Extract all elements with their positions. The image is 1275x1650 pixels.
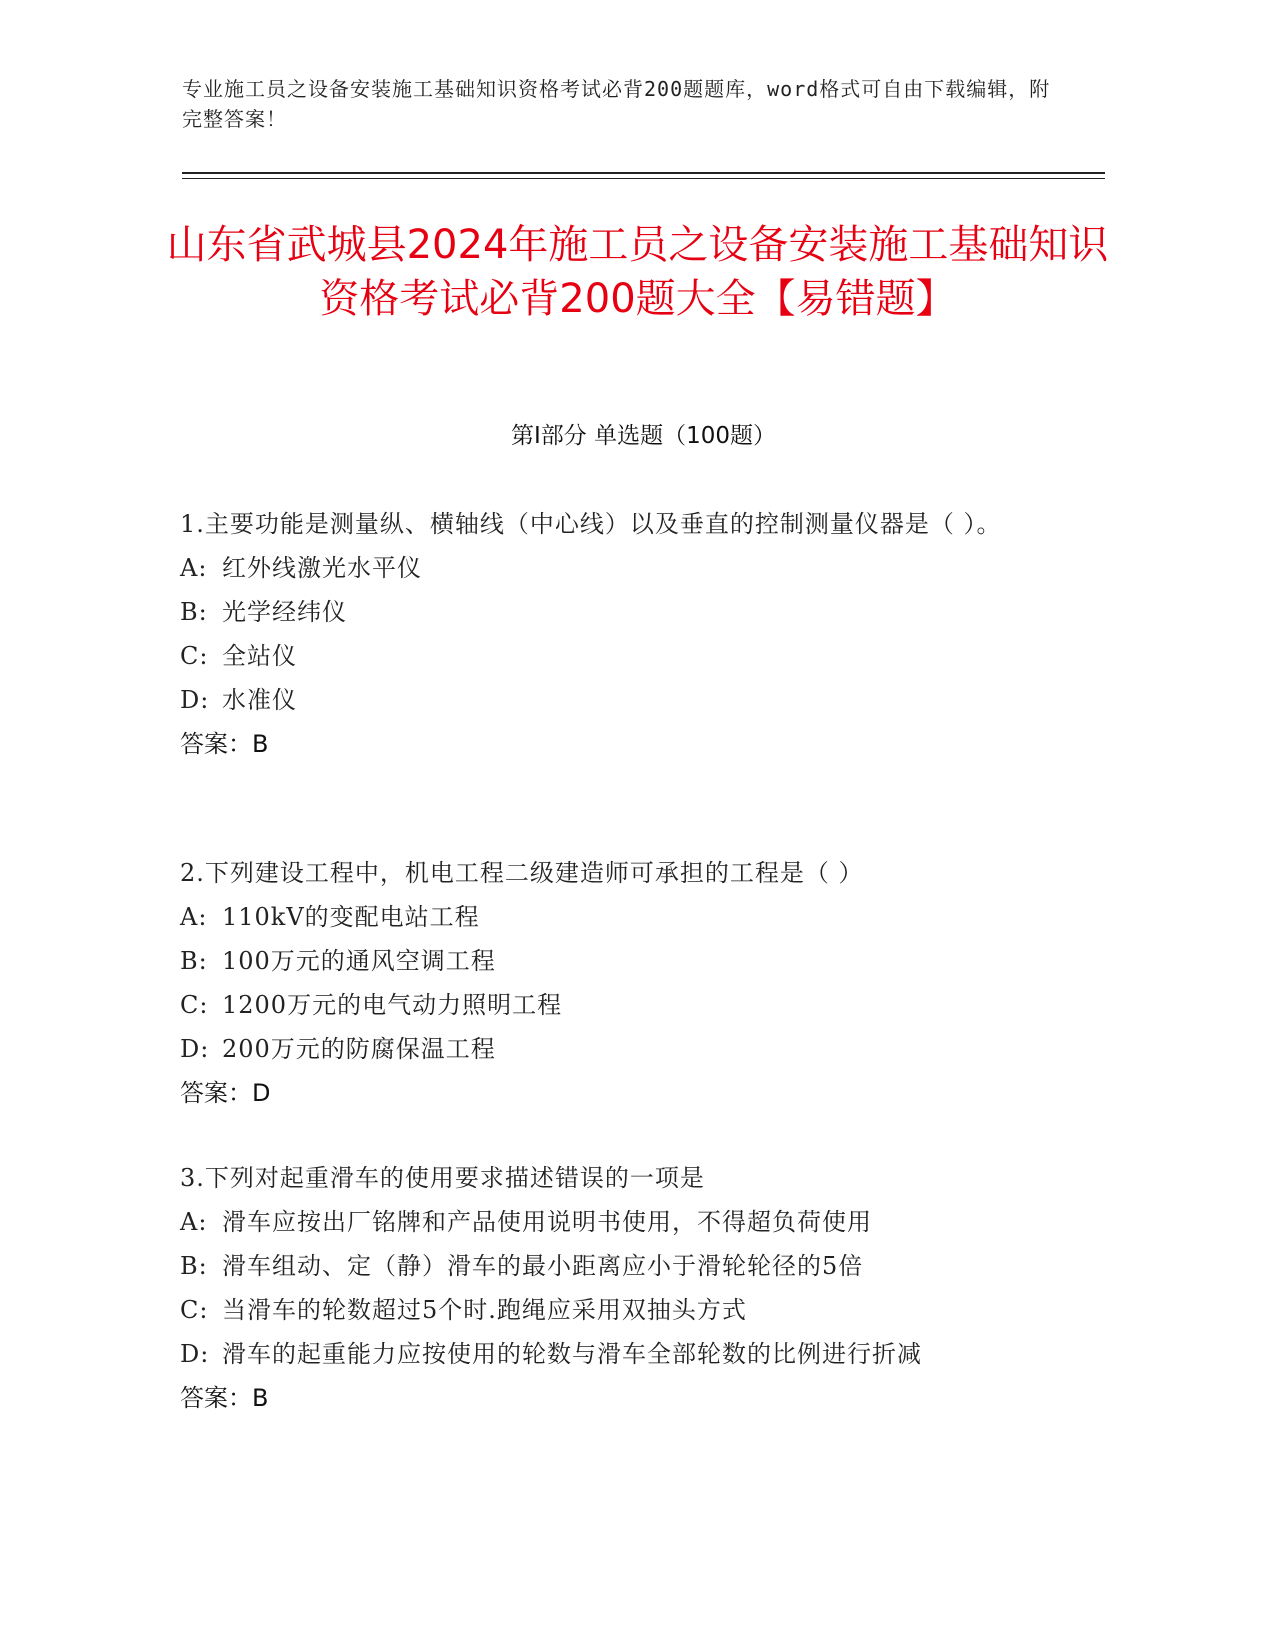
option-key: D: [180,1340,210,1368]
option-key: C: [180,642,209,670]
option-b [180,590,1060,634]
option-text: 当滑车的轮数超过5个时.跑绳应采用双抽头方式 [222,1296,747,1324]
option-key: D: [180,1035,210,1063]
option-a [180,546,1060,590]
option-c [180,1288,1060,1332]
question-stem: 1.主要功能是测量纵、横轴线（中心线）以及垂直的控制测量仪器是（ ）。 [180,510,1002,538]
option-key: C: [180,991,209,1019]
option-c [180,983,1060,1027]
question-answer: 答案：B [180,1384,269,1412]
option-key: B: [180,598,208,626]
option-key: A: [180,903,208,931]
option-key: C: [180,1296,209,1324]
question-stem: 3.下列对起重滑车的使用要求描述错误的一项是 [180,1164,705,1192]
question-answer: 答案：D [180,1079,271,1107]
section-title: 第Ⅰ部分 单选题（100题） [511,423,776,449]
option-text: 100万元的通风空调工程 [222,947,496,975]
option-d [180,1027,1060,1071]
option-text: 光学经纬仪 [222,598,347,626]
option-text: 滑车的起重能力应按使用的轮数与滑车全部轮数的比例进行折减 [222,1340,922,1368]
question-1 [180,502,1060,766]
option-text: 110kV的变配电站工程 [222,903,480,931]
document-title: 山东省武城县2024年施工员之设备安装施工基础知识资格考试必背200题大全【易错题】 [166,222,1109,322]
option-c [180,634,1060,678]
question-stem: 2.下列建设工程中，机电工程二级建造师可承担的工程是（ ） [180,859,864,887]
option-b [180,939,1060,983]
question-3 [180,1156,1060,1420]
option-key: B: [180,947,208,975]
option-text: 全站仪 [222,642,297,670]
option-key: A: [180,1208,208,1236]
header-divider [182,172,1105,174]
option-a [180,1200,1060,1244]
header-divider-thin [182,178,1105,179]
option-text: 红外线激光水平仪 [222,554,422,582]
option-b [180,1244,1060,1288]
option-key: B: [180,1252,208,1280]
option-d [180,1332,1060,1376]
option-text: 水准仪 [222,686,297,714]
question-answer: 答案：B [180,730,269,758]
option-d [180,678,1060,722]
header-note: 专业施工员之设备安装施工基础知识资格考试必背200题题库，word格式可自由下载编辑，附完整答案！ [182,77,1051,131]
option-key: A: [180,554,208,582]
option-key: D: [180,686,210,714]
option-text: 滑车组动、定（静）滑车的最小距离应小于滑轮轮径的5倍 [222,1252,864,1280]
question-2 [180,851,1060,1115]
option-text: 1200万元的电气动力照明工程 [222,991,563,1019]
option-text: 200万元的防腐保温工程 [222,1035,496,1063]
option-text: 滑车应按出厂铭牌和产品使用说明书使用，不得超负荷使用 [222,1208,872,1236]
option-a [180,895,1060,939]
